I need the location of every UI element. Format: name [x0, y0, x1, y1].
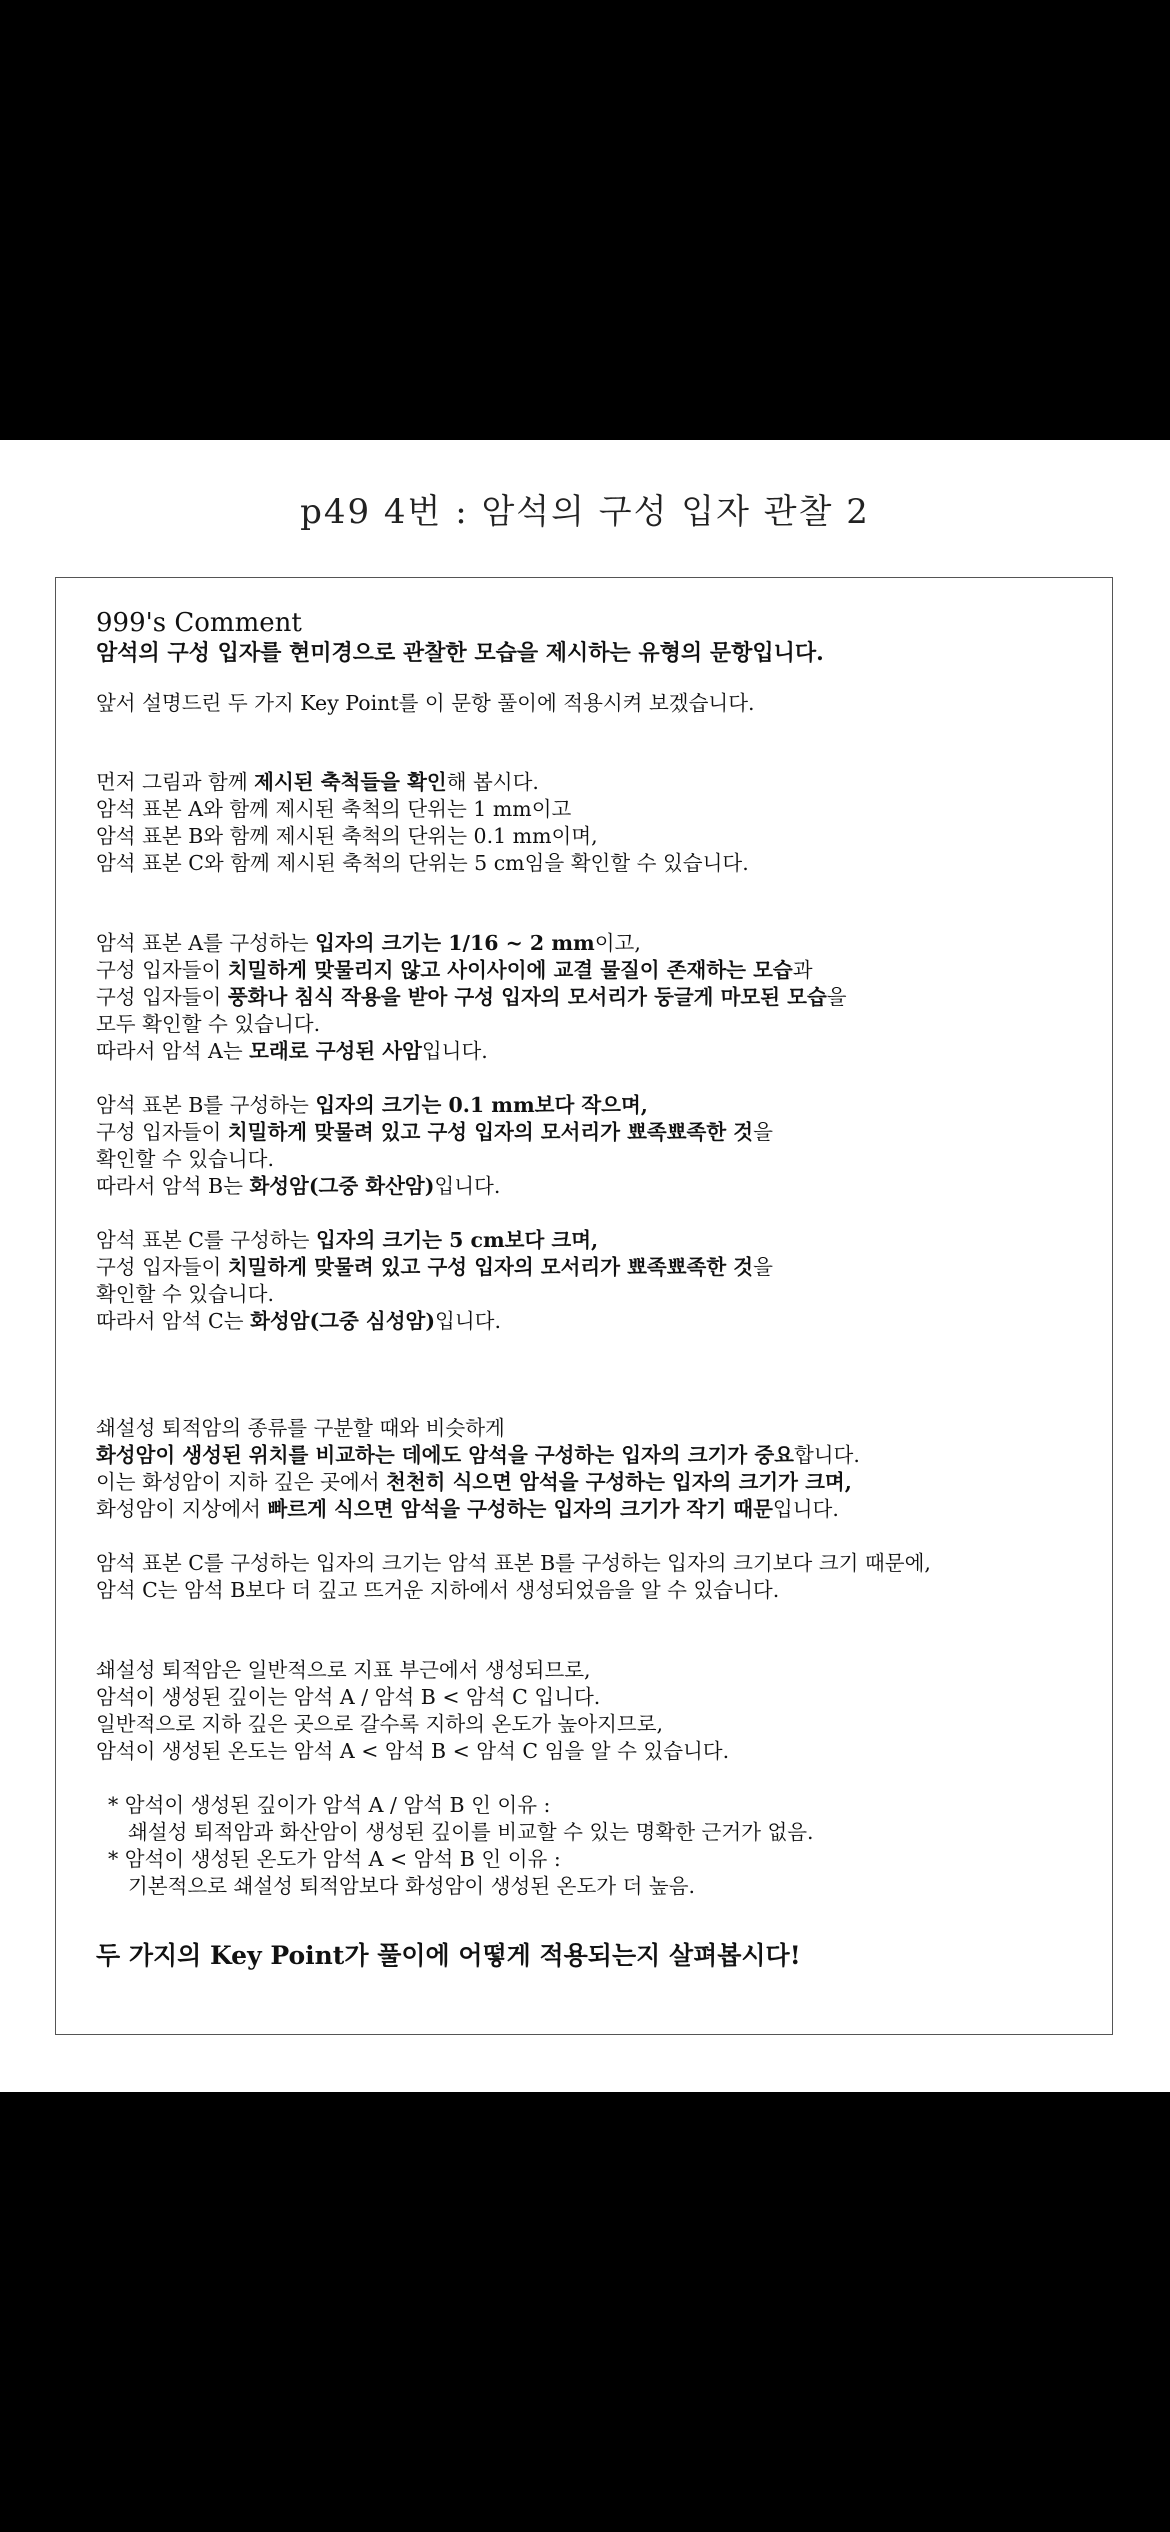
sample-a-line-3: 구성 입자들이 풍화나 침식 작용을 받아 구성 입자의 모서리가 둥글게 마모된 모습을	[96, 985, 847, 1009]
compare-line-1: 암석 표본 C를 구성하는 입자의 크기는 암석 표본 B를 구성하는 입자의 크기보다 크기 때문에,	[96, 1551, 931, 1575]
igneous-line-3: 이는 화성암이 지하 깊은 곳에서 천천히 식으면 암석을 구성하는 입자의 크기가 크며,	[96, 1470, 852, 1494]
comment-intro: 앞서 설명드린 두 가지 Key Point를 이 문항 풀이에 적용시켜 보겠습니다.	[96, 691, 755, 715]
sample-b-line-4: 따라서 암석 B는 화성암(그중 화산암)입니다.	[96, 1174, 501, 1198]
igneous-section	[96, 1415, 1096, 1523]
sample-b-line-3: 확인할 수 있습니다.	[96, 1147, 274, 1171]
note-2: * 암석이 생성된 온도가 암석 A < 암석 B 인 이유 :	[108, 1847, 561, 1871]
sample-c-line-4: 따라서 암석 C는 화성암(그중 심성암)입니다.	[96, 1309, 501, 1333]
sample-c-line-3: 확인할 수 있습니다.	[96, 1282, 274, 1306]
page-title: p49 4번 : 암석의 구성 입자 관찰 2	[300, 492, 870, 532]
compare-section	[96, 1550, 1096, 1604]
comment-box	[55, 577, 1113, 2035]
note-1: * 암석이 생성된 깊이가 암석 A / 암석 B 인 이유 :	[108, 1793, 551, 1817]
scale-line-3: 암석 표본 B와 함께 제시된 축척의 단위는 0.1 mm이며,	[96, 824, 598, 848]
scale-line-4: 암석 표본 C와 함께 제시된 축척의 단위는 5 cm임을 확인할 수 있습니다.	[96, 851, 749, 875]
sample-a-line-5: 따라서 암석 A는 모래로 구성된 사암입니다.	[96, 1039, 488, 1063]
depth-line-3: 일반적으로 지하 깊은 곳으로 갈수록 지하의 온도가 높아지므로,	[96, 1712, 664, 1736]
igneous-line-1: 쇄설성 퇴적암의 종류를 구분할 때와 비슷하게	[96, 1416, 505, 1440]
note-2-detail: 기본적으로 쇄설성 퇴적암보다 화성암이 생성된 온도가 더 높음.	[128, 1874, 696, 1898]
sample-a-line-2: 구성 입자들이 치밀하게 맞물리지 않고 사이사이에 교결 물질이 존재하는 모습과	[96, 958, 813, 982]
scale-section	[96, 769, 1096, 877]
notes-section	[96, 1792, 1096, 1900]
sample-c-section	[96, 1227, 1096, 1335]
depth-section	[96, 1657, 1096, 1765]
sample-b-line-2: 구성 입자들이 치밀하게 맞물려 있고 구성 입자의 모서리가 뾰족뾰족한 것을	[96, 1120, 773, 1144]
comment-subheading: 암석의 구성 입자를 현미경으로 관찰한 모습을 제시하는 유형의 문항입니다.	[96, 640, 824, 666]
scale-line-2: 암석 표본 A와 함께 제시된 축척의 단위는 1 mm이고	[96, 797, 572, 821]
sample-b-section	[96, 1092, 1096, 1200]
depth-line-1: 쇄설성 퇴적암은 일반적으로 지표 부근에서 생성되므로,	[96, 1658, 591, 1682]
depth-line-2: 암석이 생성된 깊이는 암석 A / 암석 B < 암석 C 입니다.	[96, 1685, 601, 1709]
sample-b-line-1: 암석 표본 B를 구성하는 입자의 크기는 0.1 mm보다 작으며,	[96, 1093, 648, 1117]
sample-a-section	[96, 930, 1096, 1065]
scale-line-1: 먼저 그림과 함께 제시된 축척들을 확인해 봅시다.	[96, 770, 539, 794]
igneous-line-4: 화성암이 지상에서 빠르게 식으면 암석을 구성하는 입자의 크기가 작기 때문입니다.	[96, 1497, 839, 1521]
sample-a-line-4: 모두 확인할 수 있습니다.	[96, 1012, 321, 1036]
igneous-line-2: 화성암이 생성된 위치를 비교하는 데에도 암석을 구성하는 입자의 크기가 중요합니다.	[96, 1443, 860, 1467]
depth-line-4: 암석이 생성된 온도는 암석 A < 암석 B < 암석 C 임을 알 수 있습니다.	[96, 1739, 730, 1763]
compare-line-2: 암석 C는 암석 B보다 더 깊고 뜨거운 지하에서 생성되었음을 알 수 있습니다.	[96, 1578, 780, 1602]
note-1-detail: 쇄설성 퇴적암과 화산암이 생성된 깊이를 비교할 수 있는 명확한 근거가 없음.	[128, 1820, 814, 1844]
sample-c-line-2: 구성 입자들이 치밀하게 맞물려 있고 구성 입자의 모서리가 뾰족뾰족한 것을	[96, 1255, 773, 1279]
closing-line: 두 가지의 Key Point가 풀이에 어떻게 적용되는지 살펴봅시다!	[96, 1941, 801, 1970]
sample-a-line-1: 암석 표본 A를 구성하는 입자의 크기는 1/16 ~ 2 mm이고,	[96, 931, 641, 955]
sample-c-line-1: 암석 표본 C를 구성하는 입자의 크기는 5 cm보다 크며,	[96, 1228, 599, 1252]
comment-heading: 999's Comment	[96, 608, 302, 638]
comment-content	[96, 608, 1096, 1972]
document-page	[0, 440, 1170, 2092]
